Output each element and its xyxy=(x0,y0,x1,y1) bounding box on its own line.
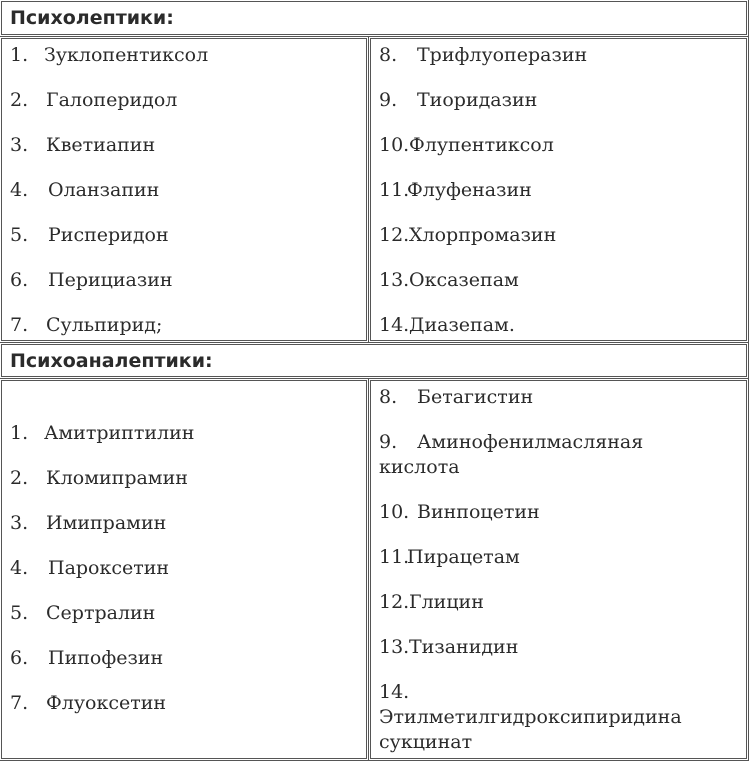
list-item: 10.Флупентиксол xyxy=(379,134,554,156)
psychoanaleptics-right-column xyxy=(370,380,747,759)
list-item: 6. Пипофезин xyxy=(10,647,164,669)
section-header-psycholeptics xyxy=(1,1,747,35)
list-item: 3. Имипрамин xyxy=(10,512,167,534)
list-item: 1. Амитриптилин xyxy=(10,422,195,444)
list-item: 2. Галоперидол xyxy=(10,89,178,111)
list-item: 6. Перициазин xyxy=(10,269,173,291)
list-item: 1. Зуклопентиксол xyxy=(10,44,209,66)
list-item: 9. Тиоридазин xyxy=(379,89,538,111)
psycholeptics-right-column xyxy=(370,38,747,341)
list-item: 12.Глицин xyxy=(379,591,484,613)
list-item: 4. Оланзапин xyxy=(10,179,160,201)
list-item: 5. Сертралин xyxy=(10,602,156,624)
list-item: 5. Рисперидон xyxy=(10,224,169,246)
list-item: 12.Хлорпромазин xyxy=(379,224,557,246)
list-item: 11.Пирацетам xyxy=(379,546,520,568)
section-title: Психолептики: xyxy=(10,7,174,29)
list-item: 13.Тизанидин xyxy=(379,636,519,658)
section-header-psychoanaleptics xyxy=(1,344,747,377)
list-item: 10. Винпоцетин xyxy=(379,501,540,523)
list-item: 2. Кломипрамин xyxy=(10,467,188,489)
list-item: 14.Диазепам. xyxy=(379,314,515,336)
psycholeptics-left-column xyxy=(1,38,367,341)
list-item: 3. Кветиапин xyxy=(10,134,156,156)
list-item-continuation: кислота xyxy=(379,456,460,478)
psychoanaleptics-left-column xyxy=(1,380,367,759)
list-item-continuation: сукцинат xyxy=(379,731,473,753)
list-item: 7. Флуоксетин xyxy=(10,692,167,714)
list-item: 14. xyxy=(379,681,410,703)
list-item: 11.Флуфеназин xyxy=(379,179,532,201)
list-item: 7. Сульпирид; xyxy=(10,314,163,336)
list-item: 4. Пароксетин xyxy=(10,557,170,579)
list-item-continuation: Этилметилгидроксипиридина xyxy=(379,706,682,728)
list-item: 8. Бетагистин xyxy=(379,386,534,408)
list-item: 13.Оксазепам xyxy=(379,269,519,291)
list-item: 9. Аминофенилмасляная xyxy=(379,431,644,453)
list-item: 8. Трифлуоперазин xyxy=(379,44,588,66)
section-title: Психоаналептики: xyxy=(10,350,213,372)
